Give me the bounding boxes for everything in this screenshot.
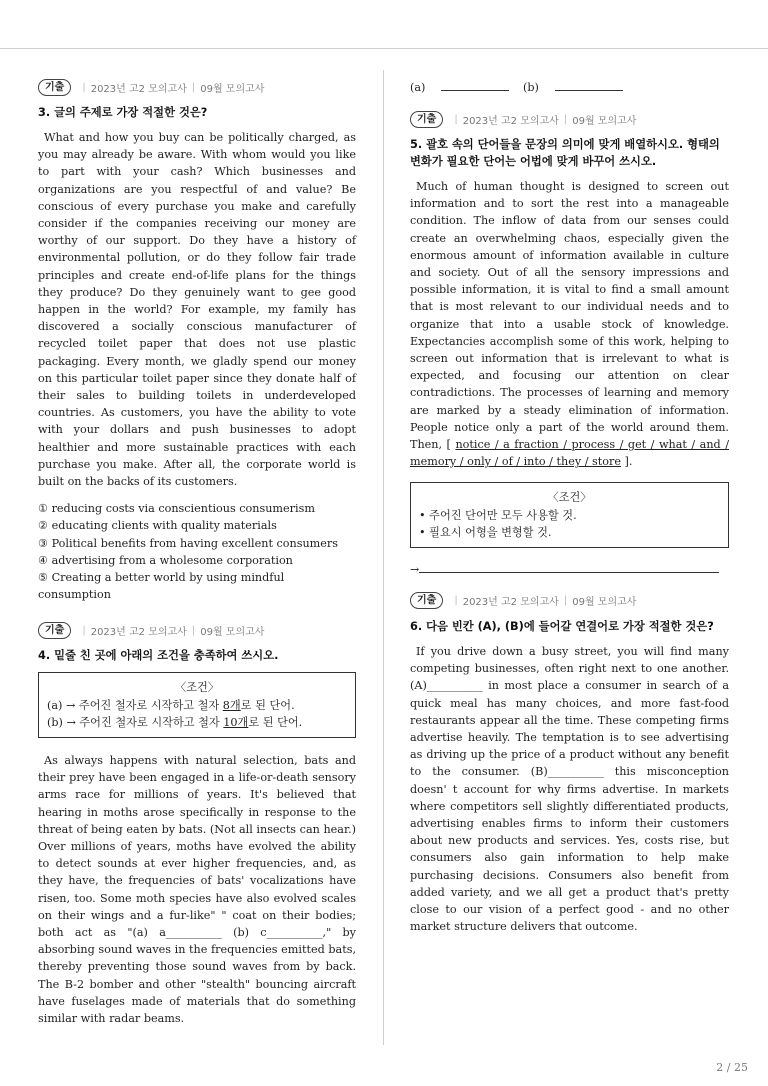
separator: |: [191, 624, 196, 636]
separator: |: [82, 624, 86, 636]
q3-passage: What and how you buy can be politically charged, as you may already be aware. With whom would you like to part with your cash? Which businesses and organizations are you respectful of and value? Be conscious of every purchase you make and carefully consider if the companies receiving our money are worthy of our support. Do they have a history of environmental pollution, or do they follow fair trade principles and create end-of-life plans for the things they produce? Do they genuinely want to gee good happen in the world? For example, my family has discovered a socially conscious manufacturer of recycled toilet paper that does not use plastic packaging. Every month, we gladly spend our money on this particular toilet paper since they donate half of their sales to building toilets in underdeveloped countries. As customers, you have the ability to vote with your dollars and push businesses to adopt healthier and more sustainable practices with each purchase you make. After all, the corporate world is built on the backs of its customers.: [38, 131, 356, 489]
q4-title: 4. 밑줄 친 곳에 아래의 조건을 충족하여 쓰시오.: [38, 649, 279, 663]
q6-month: 09월 모의고사: [572, 597, 637, 609]
q4-condition-box: [38, 672, 356, 738]
header-divider: [0, 48, 768, 49]
q4-answer-a-label: (a): [410, 81, 426, 94]
q3-choice-3[interactable]: ③ Political benefits from having excellent consumers: [38, 536, 338, 550]
q3-choice-1[interactable]: ① reducing costs via conscientious consumerism: [38, 502, 315, 516]
q6-year: 2023년 고2 모의고사: [462, 597, 559, 609]
q3-choices: [38, 500, 356, 603]
q3-choice-5[interactable]: ⑤ Creating a better world by using mindful consumption: [38, 571, 285, 602]
q4-passage: As always happens with natural selection, bats and their prey have been engaged in a life-or-death sensory arms race for millions of years. It's believed that hearing in moths arose specifically in response to the threat of being eaten by bats. (Not all insects can hear.) Over millions of years, moths have evolved the ability to detect sounds at ever higher frequencies, and, as they have, the frequencies of bats' vocalizations have risen, too. Some moth species have also evolved scales on their wings and a fur-like" " coat on their bodies; both act as "(a) a__________ (b) c__________," by absorbing sound waves in the frequencies emitted bats, thereby preventing those sound waves from by back. The B-2 bomber and other "stealth" bouncing aircraft have fuselages made of materials that do something similar with radar beams.: [38, 753, 356, 1026]
q5-meta: [410, 110, 729, 128]
q3-title: 3. 글의 주제로 가장 적절한 것은?: [38, 106, 208, 119]
q4-meta: [38, 621, 356, 639]
q4-answer-b-label: (b): [522, 81, 539, 94]
q4-answer-b-blank[interactable]: [555, 78, 623, 91]
q5-condition-1: • 주어진 단어만 모두 사용할 것.: [419, 508, 577, 522]
q4-answer-lines: [410, 78, 729, 96]
q3-month: 09월 모의고사: [200, 83, 265, 95]
q4-tag-badge: 기출: [38, 622, 71, 639]
column-divider: [383, 70, 384, 1045]
q5-condition-title: 〈조건〉: [547, 491, 592, 505]
q4-month: 09월 모의고사: [200, 626, 265, 638]
q4-condition-b: (b) → 주어진 철자로 시작하고 철자 10개로 된 단어.: [47, 716, 303, 730]
q4-answer-a-blank[interactable]: [441, 78, 509, 91]
q5-tag-badge: 기출: [410, 111, 443, 128]
separator: |: [563, 113, 568, 125]
separator: |: [82, 81, 86, 93]
separator: |: [454, 595, 458, 607]
q6-meta: [410, 592, 729, 610]
page-number: 2 / 25: [716, 1061, 748, 1074]
q6-tag-badge: 기출: [410, 592, 443, 609]
q5-condition-2: • 필요시 어형을 변형할 것.: [419, 526, 552, 540]
q5-answer-line[interactable]: [410, 562, 729, 576]
q5-condition-box: [410, 482, 729, 548]
q5-title: 5. 괄호 속의 단어들을 문장의 의미에 맞게 배열하시오. 형태의 변화가 필요한 단어는 어법에 맞게 바꾸어 쓰시오.: [410, 138, 720, 168]
left-column: [38, 78, 356, 1027]
q3-choice-4[interactable]: ④ advertising from a wholesome corporation: [38, 553, 293, 567]
q6-title: 6. 다음 빈칸 (A), (B)에 들어갈 연결어로 가장 적절한 것은?: [410, 619, 714, 633]
separator: |: [454, 113, 458, 125]
q5-passage: Much of human thought is designed to screen out information and to sort the rest into a manageable condition. The inflow of data from our senses could create an overwhelming chaos, especially given the enormous amount of information available in culture and society. Out of all the sensory impressions and possible information, it is vital to find a small amount that is most relevant to our individual needs and to organize that into a usable stock of knowledge. Expectancies accomplish some of this work, helping to screen out information that is irrelevant to what is expected, and focusing our attention on clear contradictions. The processes of learning and memory are marked by a steady elimination of information. People notice only a part of the world around them. Then, [ notice / a fraction / process / get / what / and / memory / only / of / into / they / store ].: [410, 180, 729, 469]
q6-passage: If you drive down a busy street, you will find many competing businesses, often right next to one another. (A)__________ in most place a consumer in search of a quick meal has many choices, and more fast-food restaurants appear all the time. These competing firms advertise heavily. The temptation is to see advertising as driving up the price of a product without any benefit to the consumer. (B)__________ this misconception doesn' t account for why firms advertise. In markets where competitors sell slightly differentiated products, advertising enables firms to inform their customers about new products and services. Yes, costs rise, but consumers also gain information to help make purchasing decisions. Consumers also benefit from added variety, and we all get a product that's pretty close to our vision of a perfect good - and no other market structure delivers that outcome.: [410, 644, 729, 934]
q3-tag-badge: 기출: [38, 79, 71, 96]
q5-month: 09월 모의고사: [572, 115, 637, 127]
q4-year: 2023년 고2 모의고사: [90, 626, 187, 638]
q3-choice-2[interactable]: ② educating clients with quality materials: [38, 519, 277, 533]
q5-underlined-words: notice / a fraction / process / get / what / and / memory / only / of / into / they / store: [410, 438, 729, 469]
q4-condition-title: 〈조건〉: [175, 681, 219, 695]
arrow-icon: →: [410, 562, 420, 576]
q5-answer-blank[interactable]: [419, 562, 719, 573]
separator: |: [563, 595, 568, 607]
q4-condition-a: (a) → 주어진 철자로 시작하고 철자 8개로 된 단어.: [47, 698, 295, 712]
separator: |: [191, 81, 196, 93]
q3-year: 2023년 고2 모의고사: [90, 83, 187, 95]
q5-year: 2023년 고2 모의고사: [462, 115, 559, 127]
right-column: [410, 78, 729, 935]
q3-meta: [38, 78, 356, 96]
